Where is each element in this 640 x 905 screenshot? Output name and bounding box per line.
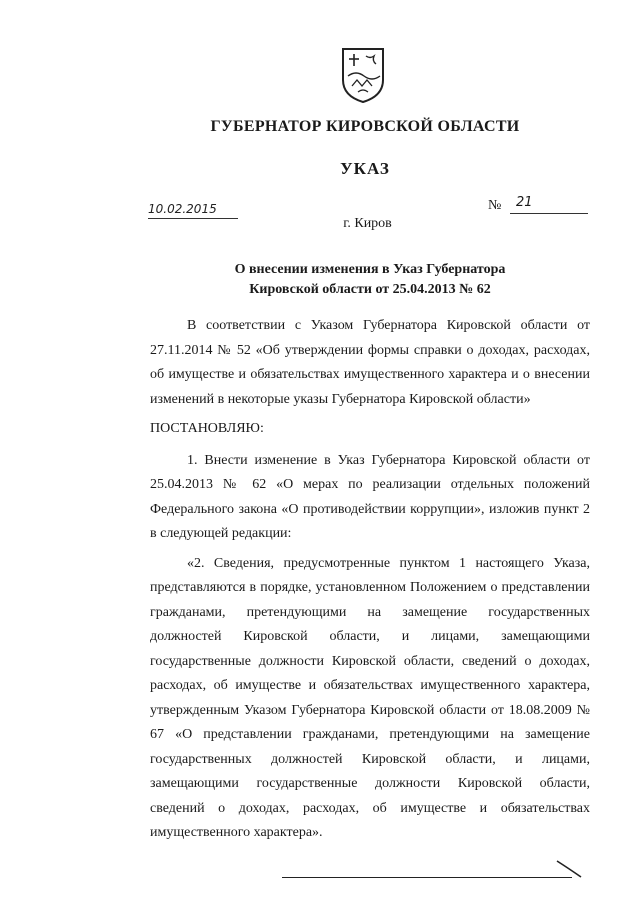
decree-date: 10.02.2015	[148, 202, 217, 216]
decree-word: ПОСТАНОВЛЯЮ:	[150, 421, 264, 436]
subject-line-2: Кировской области от 25.04.2013 № 62	[249, 282, 491, 297]
organization-title: ГУБЕРНАТОР КИРОВСКОЙ ОБЛАСТИ	[210, 118, 520, 135]
number-sign: №	[488, 198, 502, 213]
preamble-paragraph: В соответствии с Указом Губернатора Кировской области от 27.11.2014 № 52 «Об утверждении формы справки о доходах, расходах, об имуществе и обязательствах имущественного характера и о внесении изменений в некоторые указы Губернатора Кировской области»	[150, 318, 590, 407]
subject-line-1: О внесении изменения в Указ Губернатора	[234, 262, 506, 277]
city-name: г. Киров	[343, 216, 392, 231]
decree-body	[150, 314, 590, 851]
coat-of-arms-icon	[340, 46, 386, 104]
decree-number: 21	[516, 195, 533, 210]
bottom-rule	[282, 877, 572, 878]
signature-stroke-icon	[556, 860, 582, 878]
number-underline	[510, 213, 588, 214]
clause-1-paragraph: 1. Внести изменение в Указ Губернатора Кировской области от 25.04.2013 № 62 «О мерах по реализации отдельных положений Федерального закона «О противодействии коррупции», изложив пункт 2 в следующей редакции:	[150, 452, 590, 541]
clause-2-paragraph: «2. Сведения, предусмотренные пунктом 1 настоящего Указа, представляются в порядке, установленном Положением о представлении гражданами, претендующими на замещение государственных должностей Кировской области, и лицами, замещающими государственные должности Кировской области, сведений о доходах, расходах, об имуществе и обязательствах имущественного характера, утвержденным Указом Губернатора Кировской области от 18.08.2009 № 67 «О представлении гражданами, претендующими на замещение государственных должностей Кировской области, и лицами, замещающими государственные должности Кировской области, сведений о доходах, расходах, об имуществе и обязательствах имущественного характера».	[150, 555, 590, 840]
decree-subject	[160, 260, 580, 300]
document-type: УКАЗ	[340, 159, 390, 178]
